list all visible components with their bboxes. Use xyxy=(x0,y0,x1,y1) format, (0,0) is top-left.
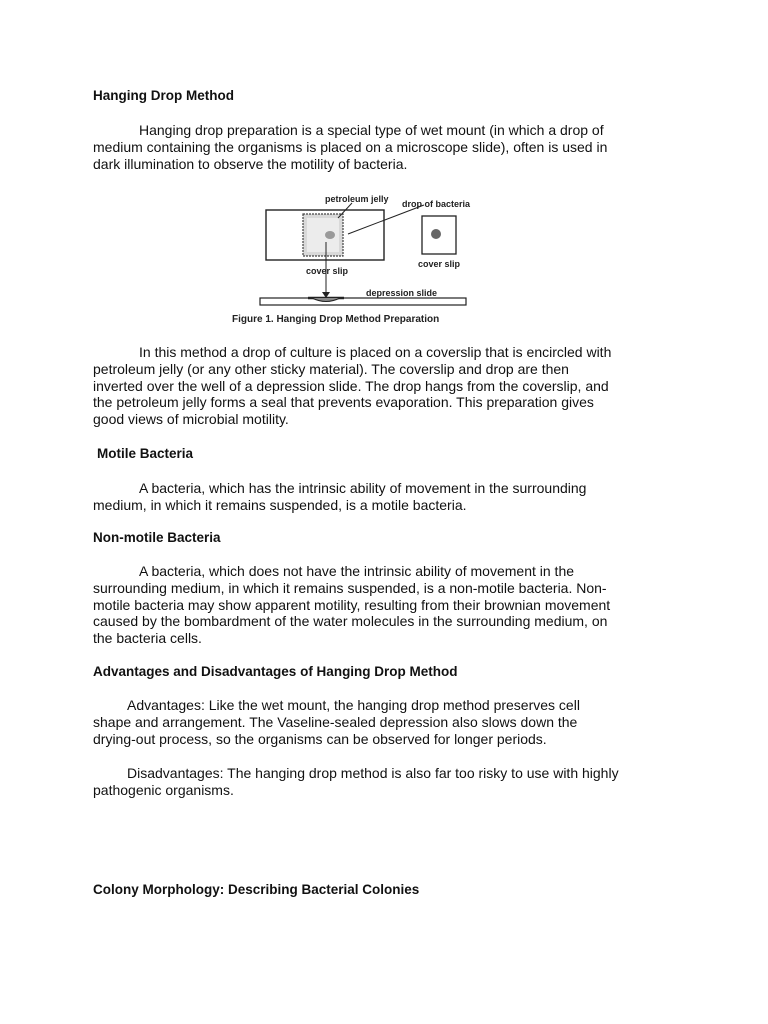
paragraph-line: medium containing the organisms is placed on a microscope slide), often is used in xyxy=(93,138,608,155)
paragraph-advantages xyxy=(93,697,580,747)
paragraph-line: Advantages: Like the wet mount, the hanging drop method preserves cell xyxy=(127,697,580,713)
heading-non-motile-bacteria: Non-motile Bacteria xyxy=(93,530,221,545)
heading-hanging-drop-method: Hanging Drop Method xyxy=(93,88,234,103)
drop-top-view xyxy=(325,231,335,239)
paragraph-line: the petroleum jelly forms a seal that prevents evaporation. This preparation gives xyxy=(93,394,594,411)
paragraph-line: surrounding medium, in which it remains suspended, is a non-motile bacteria. Non- xyxy=(93,579,607,596)
figure-caption: Figure 1. Hanging Drop Method Preparation xyxy=(232,314,440,325)
label-cover-slip-right: cover slip xyxy=(418,259,461,269)
paragraph-disadvantages xyxy=(93,765,619,799)
figure-hanging-drop-diagram xyxy=(258,188,480,310)
label-petroleum-jelly: petroleum jelly xyxy=(325,194,389,204)
paragraph-line: In this method a drop of culture is placed on a coverslip that is encircled with xyxy=(139,344,612,360)
paragraph-intro xyxy=(93,122,607,172)
paragraph-line: caused by the bombardment of the water molecules in the surrounding medium, on xyxy=(93,613,608,630)
paragraph-line: medium, in which it remains suspended, is a motile bacteria. xyxy=(93,496,467,513)
paragraph-line: Hanging drop preparation is a special type of wet mount (in which a drop of xyxy=(139,122,604,138)
paragraph-line: motile bacteria may show apparent motility, resulting from their brownian movement xyxy=(93,596,611,613)
paragraph-line: inverted over the well of a depression slide. The drop hangs from the coverslip, and xyxy=(93,377,609,394)
paragraph-line: dark illumination to observe the motility of bacteria. xyxy=(93,155,408,172)
paragraph-method xyxy=(93,344,611,428)
heading-colony-morphology: Colony Morphology: Describing Bacterial Colonies xyxy=(93,882,420,897)
depression-slide-side-view xyxy=(260,298,466,305)
paragraph-line: Disadvantages: The hanging drop method is also far too risky to use with highly xyxy=(127,765,619,781)
paragraph-line: drying-out process, so the organisms can be observed for longer periods. xyxy=(93,730,547,747)
heading-motile-bacteria: Motile Bacteria xyxy=(97,446,194,461)
label-depression-slide: depression slide xyxy=(366,288,438,298)
diagram-svg xyxy=(258,188,480,310)
paragraph-line: good views of microbial motility. xyxy=(93,411,289,428)
paragraph-line: the bacteria cells. xyxy=(93,630,202,647)
paragraph-line: A bacteria, which has the intrinsic ability of movement in the surrounding xyxy=(139,480,587,496)
paragraph-non-motile xyxy=(93,563,610,647)
paragraph-motile xyxy=(93,480,586,514)
label-cover-slip-left: cover slip xyxy=(306,266,349,276)
paragraph-line: pathogenic organisms. xyxy=(93,781,234,798)
paragraph-line: A bacteria, which does not have the intrinsic ability of movement in the xyxy=(139,563,575,579)
label-drop-of-bacteria: drop of bacteria xyxy=(402,199,471,209)
paragraph-line: shape and arrangement. The Vaseline-sealed depression also slows down the xyxy=(93,713,578,730)
drop-of-bacteria xyxy=(431,229,441,239)
paragraph-line: petroleum jelly (or any other sticky material). The coverslip and drop are then xyxy=(93,360,569,377)
heading-advantages-disadvantages: Advantages and Disadvantages of Hanging Drop Method xyxy=(93,664,458,679)
